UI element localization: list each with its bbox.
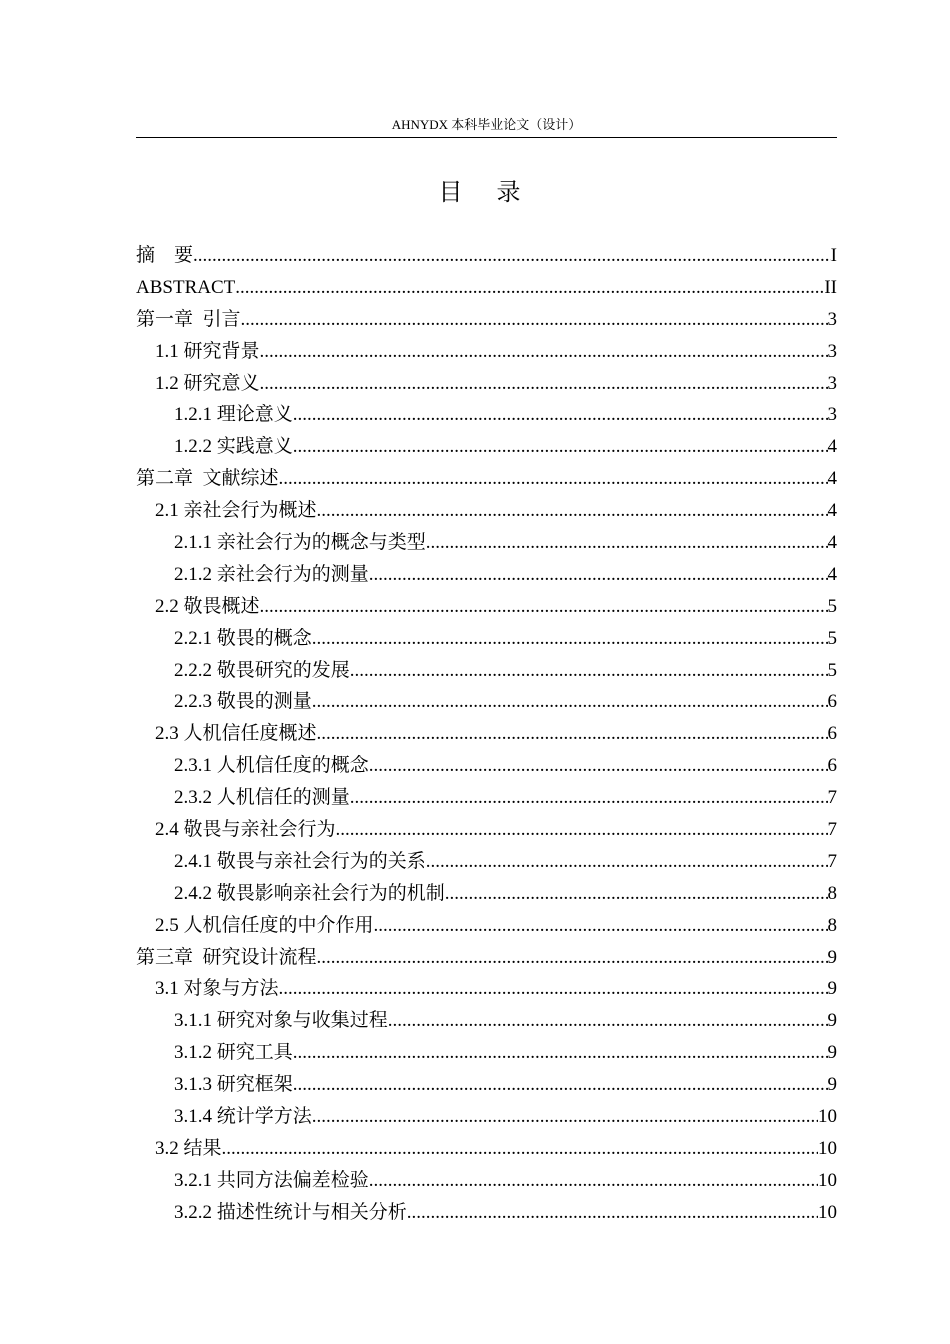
toc-entry-title: 2.1.1 亲社会行为的概念与类型 <box>174 532 426 554</box>
toc-entry-page: 5 <box>827 627 837 649</box>
toc-dot-leader <box>336 814 828 846</box>
toc-entry[interactable] <box>136 336 837 368</box>
toc-dot-leader <box>241 304 828 336</box>
toc-entry[interactable] <box>136 1197 837 1229</box>
toc-entry-title: 2.2.2 敬畏研究的发展 <box>174 659 350 681</box>
toc-entry-page: 10 <box>818 1137 837 1159</box>
toc-entry-title: ABSTRACT <box>136 276 236 298</box>
toc-dot-leader <box>260 336 828 368</box>
toc-dot-leader <box>426 527 828 559</box>
toc-entry-page: 3 <box>827 340 837 362</box>
toc-dot-leader <box>374 910 828 942</box>
toc-entry-title: 3.1.2 研究工具 <box>174 1042 293 1064</box>
toc-entry-page: 6 <box>827 723 837 745</box>
toc-entry-page: 10 <box>818 1106 837 1128</box>
toc-entry-page: 9 <box>827 1074 837 1096</box>
toc-title-text: 目 录 <box>438 180 535 206</box>
toc-entry-page: 7 <box>827 819 837 841</box>
toc-entry[interactable] <box>136 527 837 559</box>
toc-entry-title: 3.2 结果 <box>155 1137 222 1159</box>
toc-dot-leader <box>369 750 828 782</box>
toc-entry-title: 3.2.1 共同方法偏差检验 <box>174 1169 369 1191</box>
toc-entry-title: 2.2.3 敬畏的测量 <box>174 691 312 713</box>
toc-entry-page: I <box>830 245 837 266</box>
toc-entry-title: 1.1 研究背景 <box>155 340 260 362</box>
toc-entry-page: 3 <box>827 404 837 426</box>
toc-entry-title: 1.2 研究意义 <box>155 372 260 394</box>
toc-dot-leader <box>260 591 828 623</box>
toc-entry-title: 第二章 文献综述 <box>136 468 279 490</box>
toc-entry-page: 7 <box>827 850 837 872</box>
toc-entry-title: 2.2 敬畏概述 <box>155 595 260 617</box>
toc-entry-title: 摘 要 <box>136 245 194 266</box>
toc-entry[interactable] <box>136 1069 837 1101</box>
toc-dot-leader <box>388 1005 828 1037</box>
toc-dot-leader <box>445 878 828 910</box>
toc-dot-leader <box>260 368 828 400</box>
toc-entry-page: 9 <box>827 1010 837 1032</box>
toc-entry[interactable] <box>136 559 837 591</box>
header-rule <box>136 137 837 138</box>
toc-entry[interactable] <box>136 1005 837 1037</box>
toc-entry-title: 2.4 敬畏与亲社会行为 <box>155 819 336 841</box>
toc-entry-page: 10 <box>818 1169 837 1191</box>
toc-dot-leader <box>350 782 828 814</box>
toc-dot-leader <box>426 846 828 878</box>
toc-entry-page: 4 <box>827 436 837 458</box>
toc-dot-leader <box>317 495 828 527</box>
toc-entry-page: 3 <box>827 372 837 394</box>
toc-dot-leader <box>293 431 828 463</box>
toc-entry[interactable] <box>136 368 837 400</box>
toc-entry-page: 8 <box>827 882 837 904</box>
toc-entry[interactable] <box>136 495 837 527</box>
toc-entry-title: 2.3 人机信任度概述 <box>155 723 317 745</box>
toc-entry-title: 2.3.1 人机信任度的概念 <box>174 755 369 777</box>
toc-entry-page: 6 <box>827 755 837 777</box>
toc-dot-leader <box>407 1197 818 1229</box>
toc-dot-leader <box>369 1165 818 1197</box>
toc-entry[interactable] <box>136 846 837 878</box>
toc-dot-leader <box>293 399 828 431</box>
toc-entry[interactable] <box>136 910 837 942</box>
toc-entry-title: 2.4.2 敬畏影响亲社会行为的机制 <box>174 882 445 904</box>
toc-dot-leader <box>293 1069 828 1101</box>
toc-entry-page: 7 <box>827 787 837 809</box>
toc-entry-page: 4 <box>827 500 837 522</box>
toc-entry[interactable] <box>136 1101 837 1133</box>
toc-dot-leader <box>350 655 828 687</box>
toc-entry[interactable] <box>136 942 837 974</box>
toc-dot-leader <box>222 1133 818 1165</box>
toc-entry-page: 5 <box>827 595 837 617</box>
toc-entry[interactable] <box>136 591 837 623</box>
toc-entry-page: 4 <box>827 532 837 554</box>
toc-entry-title: 2.2.1 敬畏的概念 <box>174 627 312 649</box>
toc-dot-leader <box>279 463 828 495</box>
toc-dot-leader <box>317 942 828 974</box>
toc-entry[interactable] <box>136 782 837 814</box>
toc-dot-leader <box>235 272 824 304</box>
toc-entry-title: 第三章 研究设计流程 <box>136 946 317 968</box>
toc-entry[interactable] <box>136 431 837 463</box>
toc-entry-page: 5 <box>827 659 837 681</box>
toc-dot-leader <box>279 973 828 1005</box>
toc-entry-page: 9 <box>827 1042 837 1064</box>
toc-dot-leader <box>312 686 828 718</box>
toc-entry[interactable] <box>136 878 837 910</box>
toc-entry-page: 6 <box>827 691 837 713</box>
toc-entry-page: 9 <box>827 946 837 968</box>
toc-entry-title: 3.1.3 研究框架 <box>174 1074 293 1096</box>
toc-entry-title: 1.2.2 实践意义 <box>174 436 293 458</box>
toc-entry[interactable] <box>136 655 837 687</box>
toc-title <box>136 175 837 211</box>
toc-entry-page: 8 <box>827 914 837 936</box>
toc-entry[interactable] <box>136 240 837 272</box>
toc-entry[interactable] <box>136 718 837 750</box>
toc-entry-title: 3.2.2 描述性统计与相关分析 <box>174 1201 407 1223</box>
toc-entry[interactable] <box>136 973 837 1005</box>
toc-entry-title: 2.4.1 敬畏与亲社会行为的关系 <box>174 850 426 872</box>
toc-entry-title: 2.1 亲社会行为概述 <box>155 500 317 522</box>
toc-entry[interactable] <box>136 623 837 655</box>
toc-entry-title: 3.1 对象与方法 <box>155 978 279 1000</box>
toc-entry-title: 3.1.1 研究对象与收集过程 <box>174 1010 388 1032</box>
toc-entry-page: 4 <box>827 468 837 490</box>
toc-entry[interactable] <box>136 1165 837 1197</box>
toc-entry[interactable] <box>136 1133 837 1165</box>
toc-dot-leader <box>312 1101 818 1133</box>
toc-entry[interactable] <box>136 750 837 782</box>
table-of-contents <box>136 240 837 1229</box>
toc-entry-title: 1.2.1 理论意义 <box>174 404 293 426</box>
toc-dot-leader <box>293 1037 828 1069</box>
toc-entry[interactable] <box>136 399 837 431</box>
toc-dot-leader <box>312 623 828 655</box>
running-header: AHNYDX 本科毕业论文（设计） <box>391 117 582 132</box>
toc-entry-title: 2.3.2 人机信任的测量 <box>174 787 350 809</box>
toc-entry-title: 2.5 人机信任度的中介作用 <box>155 914 374 936</box>
toc-dot-leader <box>369 559 828 591</box>
toc-dot-leader <box>193 240 831 272</box>
toc-entry-page: 3 <box>827 308 837 330</box>
toc-entry-page: 10 <box>818 1201 837 1223</box>
toc-entry[interactable] <box>136 272 837 304</box>
toc-entry[interactable] <box>136 814 837 846</box>
toc-entry[interactable] <box>136 304 837 336</box>
toc-entry-title: 第一章 引言 <box>136 308 241 330</box>
toc-entry[interactable] <box>136 1037 837 1069</box>
toc-entry-page: 9 <box>827 978 837 1000</box>
toc-entry-title: 3.1.4 统计学方法 <box>174 1106 312 1128</box>
toc-entry-page: II <box>824 276 837 298</box>
toc-dot-leader <box>317 718 828 750</box>
toc-entry-title: 2.1.2 亲社会行为的测量 <box>174 563 369 585</box>
toc-entry[interactable] <box>136 686 837 718</box>
toc-entry[interactable] <box>136 463 837 495</box>
toc-entry-page: 4 <box>827 563 837 585</box>
